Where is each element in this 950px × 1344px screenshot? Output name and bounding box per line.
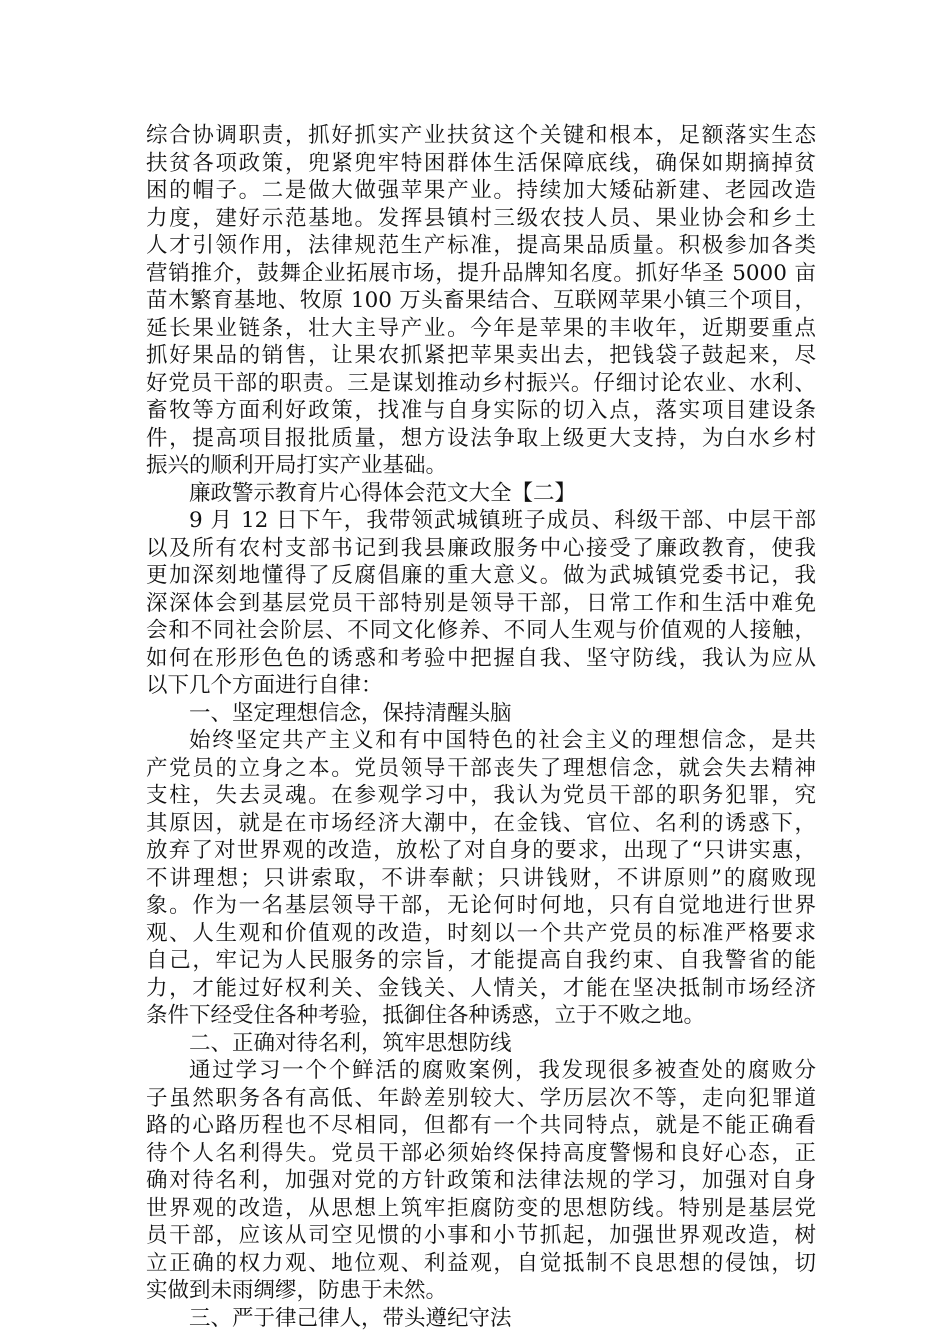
text-line: 确对待名利，加强对党的方针政策和法律法规的学习，加强对自身 — [146, 1168, 816, 1193]
text-line: 延长果业链条，壮大主导产业。今年是苹果的丰收年，近期要重点 — [146, 315, 816, 341]
text-line: 通过学习一个个鲜活的腐败案例，我发现很多被查处的腐败分 — [189, 1058, 816, 1083]
document-body — [146, 122, 816, 1332]
text-line: 苗木繁育基地、牧原 100 万头畜果结合、互联网苹果小镇三个项目， — [146, 288, 816, 313]
text-line: 三、严于律己律人，带头遵纪守法 — [189, 1305, 512, 1331]
text-line: 产党员的立身之本。党员领导干部丧失了理想信念，就会失去精神 — [146, 755, 816, 781]
text-line: 支柱，失去灵魂。在参观学习中，我认为党员干部的职务犯罪，究 — [146, 783, 816, 808]
text-line: 廉政警示教育片心得体会范文大全【二】 — [189, 480, 577, 506]
text-line: 观、人生观和价值观的改造，时刻以一个共产党员的标准严格要求 — [146, 920, 816, 946]
text-line: 以下几个方面进行自律： — [146, 673, 383, 698]
text-line: 力，才能过好权利关、金钱关、人情关，才能在坚决抵制市场经济 — [146, 975, 816, 1001]
text-line: 深深体会到基层党员干部特别是领导干部，日常工作和生活中难免 — [146, 590, 816, 616]
text-line: 条件下经受住各种考验，抵御住各种诱惑，立于不败之地。 — [146, 1003, 706, 1028]
text-line: 会和不同社会阶层、不同文化修养、不同人生观与价值观的人接触， — [146, 618, 816, 643]
text-line: 畜牧等方面利好政策，找准与自身实际的切入点，落实项目建设条 — [146, 398, 816, 423]
text-line: 路的心路历程也不尽相同，但都有一个共同特点，就是不能正确看 — [146, 1113, 816, 1138]
text-line: 子虽然职务各有高低、年龄差别较大、学历层次不等，走向犯罪道 — [146, 1085, 816, 1111]
text-line: 9 月 12 日下午，我带领武城镇班子成员、科级干部、中层干部 — [189, 508, 816, 533]
text-line: 营销推介，鼓舞企业拓展市场，提升品牌知名度。抓好华圣 5000 亩 — [146, 260, 816, 286]
text-line: 综合协调职责，抓好抓实产业扶贫这个关键和根本，足额落实生态 — [146, 123, 816, 148]
text-line: 世界观的改造，从思想上筑牢拒腐防变的思想防线。特别是基层党 — [146, 1195, 816, 1221]
text-line: 好党员干部的职责。三是谋划推动乡村振兴。仔细讨论农业、水利、 — [146, 370, 816, 396]
text-line: 象。作为一名基层领导干部，无论何时何地，只有自觉地进行世界 — [146, 893, 816, 918]
text-line: 始终坚定共产主义和有中国特色的社会主义的理想信念，是共 — [189, 728, 816, 753]
text-line: 更加深刻地懂得了反腐倡廉的重大意义。做为武城镇党委书记，我 — [146, 563, 816, 588]
text-line: 自己，牢记为人民服务的宗旨，才能提高自我约束、自我警省的能 — [146, 948, 816, 973]
text-line: 其原因，就是在市场经济大潮中，在金钱、官位、名利的诱惑下， — [146, 810, 816, 836]
text-line: 一、坚定理想信念，保持清醒头脑 — [189, 700, 512, 726]
text-line: 待个人名利得失。党员干部必须始终保持高度警惕和良好心态，正 — [146, 1140, 816, 1166]
text-line: 如何在形形色色的诱惑和考验中把握自我、坚守防线，我认为应从 — [146, 645, 816, 671]
text-line: 振兴的顺利开局打实产业基础。 — [146, 453, 448, 478]
text-line: 扶贫各项政策，兜紧兜牢特困群体生活保障底线，确保如期摘掉贫 — [146, 150, 816, 176]
text-line: 困的帽子。二是做大做强苹果产业。持续加大矮砧新建、老园改造 — [146, 178, 816, 203]
text-line: 人才引领作用，法律规范生产标准，提高果品质量。积极参加各类 — [146, 233, 816, 258]
text-line: 立正确的权力观、地位观、利益观，自觉抵制不良思想的侵蚀，切 — [146, 1250, 816, 1276]
text-line: 抓好果品的销售，让果农抓紧把苹果卖出去，把钱袋子鼓起来，尽 — [146, 343, 816, 368]
text-line: 实做到未雨绸缪，防患于未然。 — [146, 1278, 448, 1303]
text-line: 放弃了对世界观的改造，放松了对自身的要求，出现了“只讲实惠， — [146, 838, 816, 863]
text-line: 以及所有农村支部书记到我县廉政服务中心接受了廉政教育，使我 — [146, 535, 816, 561]
text-line: 件，提高项目报批质量，想方设法争取上级更大支持，为白水乡村 — [146, 425, 816, 451]
text-line: 不讲理想；只讲索取，不讲奉献；只讲钱财，不讲原则”的腐败现 — [146, 865, 816, 891]
text-line: 力度，建好示范基地。发挥县镇村三级农技人员、果业协会和乡土 — [146, 205, 816, 231]
text-line: 二、正确对待名利，筑牢思想防线 — [189, 1030, 512, 1056]
text-line: 员干部，应该从司空见惯的小事和小节抓起，加强世界观改造，树 — [146, 1223, 816, 1248]
